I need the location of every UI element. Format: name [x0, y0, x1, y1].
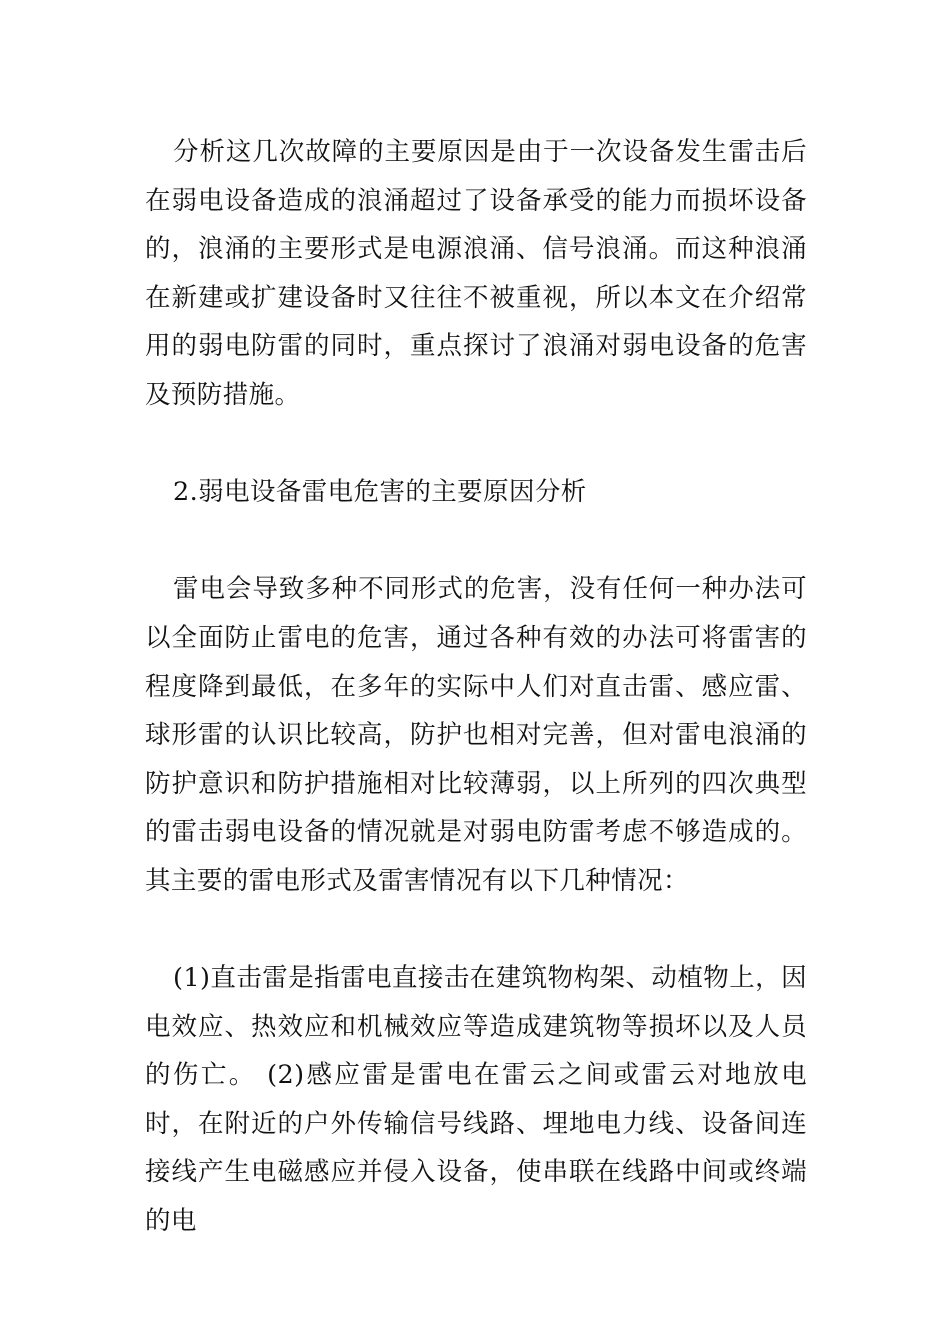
paragraph-gap — [145, 420, 807, 469]
paragraph-gap — [145, 906, 807, 955]
paragraph-lightning-hazards: 雷电会导致多种不同形式的危害，没有任何一种办法可以全面防止雷电的危害，通过各种有效的办法可将雷害的程度降到最低，在多年的实际中人们对直击雷、感应雷、球形雷的认识比较高，防护也相对完善，但对雷电浪涌的防护意识和防护措施相对比较薄弱，以上所列的四次典型的雷击弱电设备的情况就是对弱电防雷考虑不够造成的。其主要的雷电形式及雷害情况有以下几种情况： — [145, 574, 807, 896]
document-body — [145, 128, 807, 1246]
paragraph-fault-analysis: 分析这几次故障的主要原因是由于一次设备发生雷击后在弱电设备造成的浪涌超过了设备承受的能力而损坏设备的，浪涌的主要形式是电源浪涌、信号浪涌。而这种浪涌在新建或扩建设备时又往往不被重视，所以本文在介绍常用的弱电防雷的同时，重点探讨了浪涌对弱电设备的危害及预防措施。 — [145, 137, 807, 410]
paragraph-lightning-types: (1)直击雷是指雷电直接击在建筑物构架、动植物上，因电效应、热效应和机械效应等造成建筑物等损坏以及人员的伤亡。 (2)感应雷是雷电在雷云之间或雷云对地放电时，在附近的户外传输信号线路、埋地电力线、设备间连接线产生电磁感应并侵入设备，使串联在线路中间或终端的电 — [145, 963, 807, 1237]
section-heading: 2.弱电设备雷电危害的主要原因分析 — [173, 477, 587, 508]
paragraph-gap — [145, 517, 807, 566]
